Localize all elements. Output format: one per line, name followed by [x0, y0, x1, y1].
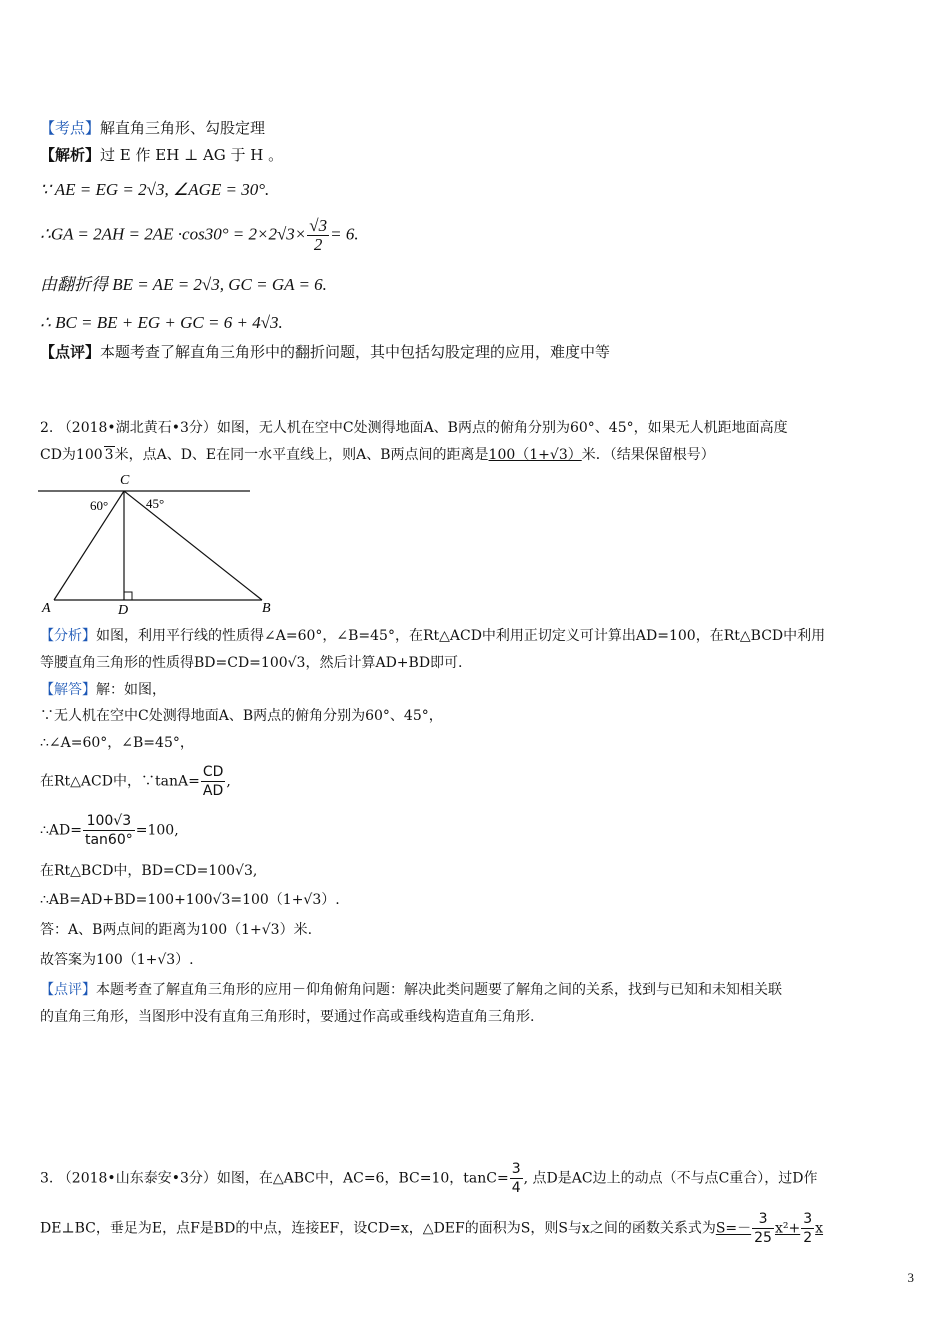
q3-stem-line2-text: DE⊥BC，垂足为E，点F是BD的中点，连接EF，设CD=x，△DEF的面积为S，则S与x之间的函数关系式为	[40, 1220, 716, 1237]
q2-dianping-tag: 【点评】	[40, 982, 96, 998]
q2-jieda-tag: 【解答】	[40, 682, 96, 698]
q2-figure	[38, 470, 271, 618]
q3-answer-frac2	[801, 1210, 814, 1247]
q2-stem-post: 米．（结果保留根号）	[581, 447, 715, 463]
q3-stem-pre: 3. （2018•山东泰安•3分）如图，在△ABC中，AC=6，BC=10，tanC=	[40, 1170, 509, 1187]
q2-step8: 故答案为100（1+√3）.	[40, 952, 194, 968]
q3-stem-post: , 点D是AC边上的动点（不与点C重合），过D作	[523, 1170, 818, 1187]
sol1-step2-post: = 6.	[330, 224, 359, 244]
sol1-step2	[40, 217, 359, 254]
q3-answer-frac1	[752, 1210, 774, 1247]
q2-stem-line1: 2. （2018•湖北黄石•3分）如图，无人机在空中C处测得地面A、B两点的俯角分别为60°、45°，如果无人机距地面高度	[40, 420, 788, 436]
q2-dianping-text1: 本题考查了解直角三角形的应用－仰角俯角问题：解决此类问题要了解角之间的关系，找到与已知和未知相关联	[96, 982, 782, 998]
q2-stem-height: CD为100	[40, 447, 103, 463]
q2-fenxi-line2: 等腰直角三角形的性质得BD=CD=100√3，然后计算AD+BD即可.	[40, 655, 463, 671]
q2-answer: 100（1+√3）	[488, 447, 582, 463]
q2-step6: ∴AB=AD+BD=100+100√3=100（1+√3）.	[40, 892, 340, 908]
kaodian-tag: 【考点】	[40, 119, 101, 137]
q2-step5: 在Rt△BCD中，BD=CD=100√3,	[40, 863, 258, 879]
sol1-dianping-line	[40, 342, 610, 362]
q3-tanC-num: 3	[511, 1161, 521, 1177]
q2-step3-fraction	[201, 763, 226, 800]
q2-step3-post: ,	[226, 773, 231, 790]
q3-frac1-den: 25	[754, 1230, 772, 1246]
line-CA	[54, 491, 124, 600]
q3-answer-part2: x²+	[774, 1220, 801, 1237]
kaodian-line	[40, 118, 265, 138]
q3-answer-part1: S=－	[715, 1220, 752, 1237]
label-angle-60: 60°	[90, 498, 109, 513]
label-A: A	[42, 601, 51, 616]
q2-step2: ∴∠A=60°，∠B=45°，	[40, 735, 194, 751]
q3-answer-part3: x	[815, 1220, 824, 1237]
q2-step3-num: CD	[202, 764, 224, 780]
sol1-step1: ∵ AE = EG = 2√3, ∠AGE = 30°.	[40, 180, 270, 199]
q2-fenxi-tag: 【分析】	[40, 628, 96, 644]
sol1-step4: ∴ BC = BE + EG + GC = 6 + 4√3.	[40, 313, 283, 332]
q3-frac1-num: 3	[752, 1210, 774, 1229]
q3-stem-line2	[40, 1210, 823, 1247]
q2-jieda-text: 解：如图，	[96, 682, 166, 698]
q2-step3-pre: 在Rt△ACD中，∵tanA=	[40, 773, 200, 790]
q2-step3-den: AD	[202, 783, 224, 799]
q2-step4-num: 100√3	[83, 812, 135, 831]
sol1-step2-den: 2	[313, 235, 323, 254]
jiexi-tag: 【解析】	[40, 146, 101, 164]
q2-stem-mid: 米，点A、D、E在同一水平直线上，则A、B两点间的距离是	[114, 447, 489, 463]
q2-fenxi-line1	[40, 626, 825, 646]
q2-step4	[40, 812, 179, 849]
q2-step1: ∵无人机在空中C处测得地面A、B两点的俯角分别为60°、45°，	[40, 708, 443, 724]
sol1-step3: 由翻折得 BE = AE = 2√3, GC = GA = 6.	[40, 275, 327, 294]
q3-tanC-den: 4	[511, 1180, 521, 1196]
q2-fenxi-text1: 如图，利用平行线的性质得∠A=60°，∠B=45°，在Rt△ACD中利用正切定义可计算出AD=100，在Rt△BCD中利用	[96, 628, 826, 644]
q2-step4-den: tan60°	[84, 832, 133, 848]
q3-frac2-den: 2	[803, 1230, 813, 1246]
q3-stem-line1	[40, 1160, 818, 1197]
jiexi-text: 过 E 作 EH ⊥ AG 于 H 。	[100, 146, 284, 164]
jiexi-line	[40, 145, 283, 165]
line-CB	[124, 491, 262, 600]
right-angle-mark	[124, 592, 132, 600]
q2-dianping-line2: 的直角三角形，当图形中没有直角三角形时，要通过作高或垂线构造直角三角形.	[40, 1009, 535, 1025]
label-D: D	[118, 603, 129, 618]
sol1-dianping-text: 本题考查了解直角三角形中的翻折问题，其中包括勾股定理的应用，难度中等	[100, 343, 611, 361]
q3-tanC-fraction	[510, 1160, 523, 1197]
q2-step3	[40, 763, 231, 800]
q2-step4-fraction	[83, 812, 135, 849]
q2-step7: 答：A、B两点间的距离为100（1+√3）米.	[40, 922, 313, 938]
q2-step4-post: =100,	[135, 822, 179, 839]
q2-step4-pre: ∴AD=	[40, 822, 82, 839]
kaodian-text: 解直角三角形、勾股定理	[100, 119, 266, 137]
sol1-step2-num: √3	[309, 216, 328, 235]
q2-sqrt3: 3	[104, 447, 114, 463]
label-angle-45: 45°	[146, 496, 165, 511]
q3-frac2-num: 3	[803, 1211, 813, 1227]
q2-stem-line2	[40, 445, 715, 465]
sol1-dianping-tag: 【点评】	[40, 343, 101, 361]
label-C: C	[120, 473, 130, 488]
label-B: B	[262, 601, 271, 616]
sol1-step2-fraction	[307, 217, 329, 254]
sol1-step2-pre: ∴GA = 2AH = 2AE ·cos30° = 2×2√3×	[40, 224, 307, 244]
q2-dianping-line1	[40, 980, 782, 1000]
page-number: 3	[907, 1270, 914, 1285]
q2-jieda-line	[40, 680, 166, 700]
